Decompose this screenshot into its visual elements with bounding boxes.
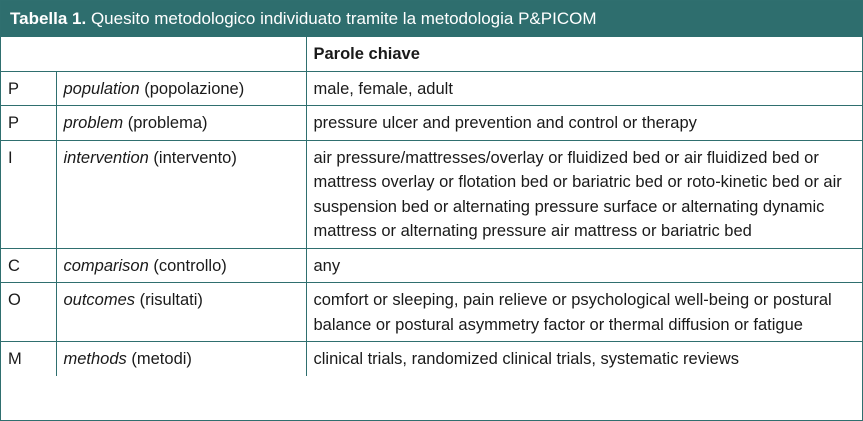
table-caption bbox=[1, 1, 862, 37]
row-name bbox=[56, 106, 306, 141]
row-translation: (popolazione) bbox=[144, 79, 245, 98]
table-row bbox=[1, 342, 862, 376]
row-keywords: pressure ulcer and prevention and control or therapy bbox=[306, 106, 862, 141]
table-caption-label: Tabella 1. bbox=[10, 9, 87, 28]
row-term: comparison bbox=[63, 256, 149, 275]
table-header-row bbox=[1, 37, 862, 71]
row-keywords: any bbox=[306, 248, 862, 283]
row-keywords: male, female, adult bbox=[306, 71, 862, 106]
row-translation: (risultati) bbox=[139, 291, 203, 309]
row-translation: (intervento) bbox=[153, 148, 237, 167]
row-term: intervention bbox=[63, 148, 149, 167]
table-row bbox=[1, 140, 862, 248]
row-term: problem bbox=[63, 114, 124, 132]
row-translation: (controllo) bbox=[153, 256, 227, 275]
row-letter: M bbox=[1, 342, 56, 376]
row-term: outcomes bbox=[63, 291, 136, 309]
header-keywords: Parole chiave bbox=[306, 37, 862, 71]
row-name bbox=[56, 342, 306, 376]
row-translation: (metodi) bbox=[131, 350, 192, 368]
row-keywords: air pressure/mattresses/overlay or fluidized bed or air fluidized bed or mattress overlay or flotation bed or bariatric bed or roto-kinetic bed or air suspension bed or alternating pressure surface or alternating dynamic mattress or alternating pressure air mattress or bariatric bed bbox=[306, 140, 862, 248]
row-letter: P bbox=[1, 71, 56, 106]
row-keywords: comfort or sleeping, pain relieve or psychological well-being or postural balance or postural asymmetry factor or thermal diffusion or fatigue bbox=[306, 283, 862, 342]
picom-table bbox=[1, 37, 862, 376]
row-letter: O bbox=[1, 283, 56, 342]
row-keywords: clinical trials, randomized clinical trials, systematic reviews bbox=[306, 342, 862, 376]
row-name bbox=[56, 71, 306, 106]
row-name bbox=[56, 248, 306, 283]
row-letter: P bbox=[1, 106, 56, 141]
row-letter: C bbox=[1, 248, 56, 283]
table-row bbox=[1, 106, 862, 141]
table-row bbox=[1, 248, 862, 283]
table-caption-text: Quesito metodologico individuato tramite la metodologia P&PICOM bbox=[90, 9, 597, 28]
table-row bbox=[1, 71, 862, 106]
row-term: methods bbox=[63, 350, 127, 368]
table-row bbox=[1, 283, 862, 342]
row-name bbox=[56, 140, 306, 248]
row-term: population bbox=[63, 79, 140, 98]
row-name bbox=[56, 283, 306, 342]
header-empty-cell bbox=[1, 37, 306, 71]
row-translation: (problema) bbox=[127, 114, 208, 132]
row-letter: I bbox=[1, 140, 56, 248]
